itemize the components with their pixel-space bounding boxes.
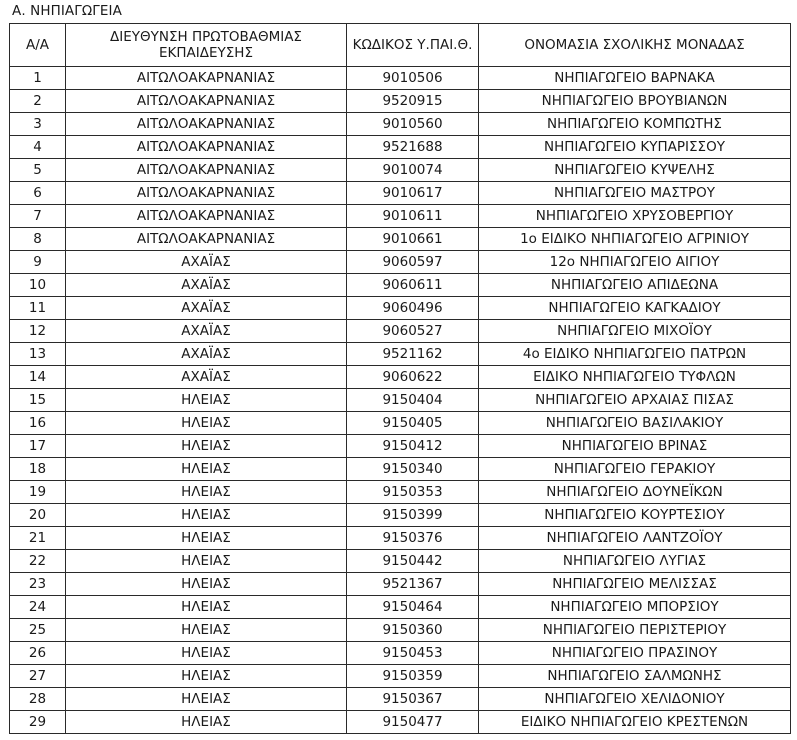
cell-school: ΝΗΠΙΑΓΩΓΕΙΟ ΚΑΓΚΑΔΙΟΥ bbox=[479, 297, 791, 320]
table-row bbox=[10, 435, 791, 458]
cell-code: 9150360 bbox=[347, 619, 479, 642]
header-code: ΚΩΔΙΚΟΣ Υ.ΠΑΙ.Θ. bbox=[347, 24, 479, 67]
header-school: ΟΝΟΜΑΣΙΑ ΣΧΟΛΙΚΗΣ ΜΟΝΑΔΑΣ bbox=[479, 24, 791, 67]
table-header-row bbox=[10, 24, 791, 67]
cell-code: 9060496 bbox=[347, 297, 479, 320]
cell-directorate: ΗΛΕΙΑΣ bbox=[66, 596, 347, 619]
cell-index: 10 bbox=[10, 274, 66, 297]
cell-school: ΕΙΔΙΚΟ ΝΗΠΙΑΓΩΓΕΙΟ ΤΥΦΛΩΝ bbox=[479, 366, 791, 389]
cell-school: ΝΗΠΙΑΓΩΓΕΙΟ ΒΑΡΝΑΚΑ bbox=[479, 67, 791, 90]
cell-index: 26 bbox=[10, 642, 66, 665]
table-row bbox=[10, 320, 791, 343]
cell-index: 22 bbox=[10, 550, 66, 573]
cell-school: ΝΗΠΙΑΓΩΓΕΙΟ ΑΠΙΔΕΩΝΑ bbox=[479, 274, 791, 297]
table-row bbox=[10, 481, 791, 504]
table-row bbox=[10, 113, 791, 136]
cell-directorate: ΗΛΕΙΑΣ bbox=[66, 412, 347, 435]
table-row bbox=[10, 642, 791, 665]
cell-school: ΝΗΠΙΑΓΩΓΕΙΟ ΧΕΛΙΔΟΝΙΟΥ bbox=[479, 688, 791, 711]
cell-code: 9520915 bbox=[347, 90, 479, 113]
cell-code: 9060622 bbox=[347, 366, 479, 389]
cell-index: 6 bbox=[10, 182, 66, 205]
cell-index: 17 bbox=[10, 435, 66, 458]
cell-code: 9521367 bbox=[347, 573, 479, 596]
cell-school: ΝΗΠΙΑΓΩΓΕΙΟ ΒΡΙΝΑΣ bbox=[479, 435, 791, 458]
cell-school: ΝΗΠΙΑΓΩΓΕΙΟ ΚΥΨΕΛΗΣ bbox=[479, 159, 791, 182]
cell-directorate: ΑΧΑΪΑΣ bbox=[66, 320, 347, 343]
table-row bbox=[10, 596, 791, 619]
cell-code: 9150442 bbox=[347, 550, 479, 573]
cell-directorate: ΗΛΕΙΑΣ bbox=[66, 642, 347, 665]
cell-directorate: ΑΙΤΩΛΟΑΚΑΡΝΑΝΙΑΣ bbox=[66, 159, 347, 182]
table-row bbox=[10, 90, 791, 113]
cell-school: 1ο ΕΙΔΙΚΟ ΝΗΠΙΑΓΩΓΕΙΟ ΑΓΡΙΝΙΟΥ bbox=[479, 228, 791, 251]
cell-index: 18 bbox=[10, 458, 66, 481]
cell-directorate: ΑΧΑΪΑΣ bbox=[66, 343, 347, 366]
cell-index: 8 bbox=[10, 228, 66, 251]
table-row bbox=[10, 504, 791, 527]
cell-index: 1 bbox=[10, 67, 66, 90]
table-row bbox=[10, 389, 791, 412]
cell-directorate: ΑΧΑΪΑΣ bbox=[66, 251, 347, 274]
table-row bbox=[10, 182, 791, 205]
cell-school: ΝΗΠΙΑΓΩΓΕΙΟ ΒΡΟΥΒΙΑΝΩΝ bbox=[479, 90, 791, 113]
cell-school: ΝΗΠΙΑΓΩΓΕΙΟ ΑΡΧΑΙΑΣ ΠΙΣΑΣ bbox=[479, 389, 791, 412]
cell-directorate: ΑΙΤΩΛΟΑΚΑΡΝΑΝΙΑΣ bbox=[66, 113, 347, 136]
cell-directorate: ΑΙΤΩΛΟΑΚΑΡΝΑΝΙΑΣ bbox=[66, 228, 347, 251]
cell-index: 11 bbox=[10, 297, 66, 320]
table-row bbox=[10, 665, 791, 688]
cell-school: ΝΗΠΙΑΓΩΓΕΙΟ ΓΕΡΑΚΙΟΥ bbox=[479, 458, 791, 481]
cell-index: 25 bbox=[10, 619, 66, 642]
table-row bbox=[10, 688, 791, 711]
cell-index: 5 bbox=[10, 159, 66, 182]
cell-index: 29 bbox=[10, 711, 66, 734]
table-row bbox=[10, 573, 791, 596]
cell-code: 9150359 bbox=[347, 665, 479, 688]
cell-code: 9010617 bbox=[347, 182, 479, 205]
cell-directorate: ΑΙΤΩΛΟΑΚΑΡΝΑΝΙΑΣ bbox=[66, 67, 347, 90]
cell-code: 9010611 bbox=[347, 205, 479, 228]
cell-school: ΝΗΠΙΑΓΩΓΕΙΟ ΣΑΛΜΩΝΗΣ bbox=[479, 665, 791, 688]
cell-school: ΝΗΠΙΑΓΩΓΕΙΟ ΚΟΜΠΩΤΗΣ bbox=[479, 113, 791, 136]
cell-code: 9010661 bbox=[347, 228, 479, 251]
cell-school: ΝΗΠΙΑΓΩΓΕΙΟ ΠΡΑΣΙΝΟΥ bbox=[479, 642, 791, 665]
cell-code: 9150412 bbox=[347, 435, 479, 458]
cell-school: ΝΗΠΙΑΓΩΓΕΙΟ ΛΥΓΙΑΣ bbox=[479, 550, 791, 573]
cell-index: 24 bbox=[10, 596, 66, 619]
table-row bbox=[10, 527, 791, 550]
cell-code: 9150399 bbox=[347, 504, 479, 527]
header-index: Α/Α bbox=[10, 24, 66, 67]
cell-directorate: ΗΛΕΙΑΣ bbox=[66, 619, 347, 642]
cell-index: 23 bbox=[10, 573, 66, 596]
cell-school: ΝΗΠΙΑΓΩΓΕΙΟ ΧΡΥΣΟΒΕΡΓΙΟΥ bbox=[479, 205, 791, 228]
table-body bbox=[10, 67, 791, 734]
cell-directorate: ΗΛΕΙΑΣ bbox=[66, 389, 347, 412]
cell-school: ΕΙΔΙΚΟ ΝΗΠΙΑΓΩΓΕΙΟ ΚΡΕΣΤΕΝΩΝ bbox=[479, 711, 791, 734]
cell-directorate: ΗΛΕΙΑΣ bbox=[66, 527, 347, 550]
cell-directorate: ΑΙΤΩΛΟΑΚΑΡΝΑΝΙΑΣ bbox=[66, 182, 347, 205]
cell-code: 9150405 bbox=[347, 412, 479, 435]
cell-index: 27 bbox=[10, 665, 66, 688]
cell-index: 14 bbox=[10, 366, 66, 389]
cell-code: 9521162 bbox=[347, 343, 479, 366]
cell-school: ΝΗΠΙΑΓΩΓΕΙΟ ΠΕΡΙΣΤΕΡΙΟΥ bbox=[479, 619, 791, 642]
cell-index: 16 bbox=[10, 412, 66, 435]
cell-school: ΝΗΠΙΑΓΩΓΕΙΟ ΜΙΧΟΪΟΥ bbox=[479, 320, 791, 343]
table-row bbox=[10, 366, 791, 389]
table-row bbox=[10, 159, 791, 182]
cell-index: 15 bbox=[10, 389, 66, 412]
cell-code: 9150367 bbox=[347, 688, 479, 711]
cell-index: 28 bbox=[10, 688, 66, 711]
cell-code: 9521688 bbox=[347, 136, 479, 159]
cell-directorate: ΑΙΤΩΛΟΑΚΑΡΝΑΝΙΑΣ bbox=[66, 90, 347, 113]
cell-code: 9150453 bbox=[347, 642, 479, 665]
table-row bbox=[10, 136, 791, 159]
cell-directorate: ΗΛΕΙΑΣ bbox=[66, 573, 347, 596]
cell-index: 2 bbox=[10, 90, 66, 113]
table-row bbox=[10, 205, 791, 228]
table-row bbox=[10, 711, 791, 734]
table-row bbox=[10, 412, 791, 435]
cell-code: 9010560 bbox=[347, 113, 479, 136]
cell-directorate: ΑΙΤΩΛΟΑΚΑΡΝΑΝΙΑΣ bbox=[66, 136, 347, 159]
cell-directorate: ΗΛΕΙΑΣ bbox=[66, 665, 347, 688]
table-row bbox=[10, 67, 791, 90]
table-row bbox=[10, 274, 791, 297]
cell-school: ΝΗΠΙΑΓΩΓΕΙΟ ΒΑΣΙΛΑΚΙΟΥ bbox=[479, 412, 791, 435]
cell-school: 12ο ΝΗΠΙΑΓΩΓΕΙΟ ΑΙΓΙΟΥ bbox=[479, 251, 791, 274]
cell-school: ΝΗΠΙΑΓΩΓΕΙΟ ΜΠΟΡΣΙΟΥ bbox=[479, 596, 791, 619]
cell-code: 9060597 bbox=[347, 251, 479, 274]
cell-index: 4 bbox=[10, 136, 66, 159]
cell-index: 19 bbox=[10, 481, 66, 504]
cell-school: ΝΗΠΙΑΓΩΓΕΙΟ ΜΕΛΙΣΣΑΣ bbox=[479, 573, 791, 596]
cell-index: 21 bbox=[10, 527, 66, 550]
cell-index: 20 bbox=[10, 504, 66, 527]
cell-directorate: ΗΛΕΙΑΣ bbox=[66, 458, 347, 481]
cell-code: 9010074 bbox=[347, 159, 479, 182]
cell-code: 9060527 bbox=[347, 320, 479, 343]
cell-code: 9150376 bbox=[347, 527, 479, 550]
cell-directorate: ΑΧΑΪΑΣ bbox=[66, 274, 347, 297]
table-row bbox=[10, 251, 791, 274]
table-row bbox=[10, 228, 791, 251]
cell-school: ΝΗΠΙΑΓΩΓΕΙΟ ΚΥΠΑΡΙΣΣΟΥ bbox=[479, 136, 791, 159]
cell-directorate: ΗΛΕΙΑΣ bbox=[66, 550, 347, 573]
table-row bbox=[10, 550, 791, 573]
cell-index: 3 bbox=[10, 113, 66, 136]
cell-code: 9150353 bbox=[347, 481, 479, 504]
cell-code: 9150477 bbox=[347, 711, 479, 734]
cell-directorate: ΗΛΕΙΑΣ bbox=[66, 481, 347, 504]
cell-index: 13 bbox=[10, 343, 66, 366]
cell-index: 12 bbox=[10, 320, 66, 343]
header-directorate: ΔΙΕΥΘΥΝΣΗ ΠΡΩΤΟΒΑΘΜΙΑΣ ΕΚΠΑΙΔΕΥΣΗΣ bbox=[66, 24, 347, 67]
cell-code: 9010506 bbox=[347, 67, 479, 90]
cell-index: 9 bbox=[10, 251, 66, 274]
cell-code: 9150340 bbox=[347, 458, 479, 481]
cell-directorate: ΗΛΕΙΑΣ bbox=[66, 688, 347, 711]
cell-index: 7 bbox=[10, 205, 66, 228]
cell-school: ΝΗΠΙΑΓΩΓΕΙΟ ΚΟΥΡΤΕΣΙΟΥ bbox=[479, 504, 791, 527]
table-row bbox=[10, 297, 791, 320]
cell-code: 9060611 bbox=[347, 274, 479, 297]
table-row bbox=[10, 458, 791, 481]
cell-directorate: ΗΛΕΙΑΣ bbox=[66, 435, 347, 458]
table-row bbox=[10, 343, 791, 366]
cell-school: ΝΗΠΙΑΓΩΓΕΙΟ ΜΑΣΤΡΟΥ bbox=[479, 182, 791, 205]
cell-directorate: ΑΙΤΩΛΟΑΚΑΡΝΑΝΙΑΣ bbox=[66, 205, 347, 228]
section-title: Α. ΝΗΠΙΑΓΩΓΕΙΑ bbox=[12, 3, 122, 19]
table-row bbox=[10, 619, 791, 642]
cell-school: 4ο ΕΙΔΙΚΟ ΝΗΠΙΑΓΩΓΕΙΟ ΠΑΤΡΩΝ bbox=[479, 343, 791, 366]
schools-table bbox=[9, 23, 791, 734]
cell-directorate: ΗΛΕΙΑΣ bbox=[66, 711, 347, 734]
cell-school: ΝΗΠΙΑΓΩΓΕΙΟ ΛΑΝΤΖΟΪΟΥ bbox=[479, 527, 791, 550]
cell-directorate: ΑΧΑΪΑΣ bbox=[66, 297, 347, 320]
cell-directorate: ΗΛΕΙΑΣ bbox=[66, 504, 347, 527]
cell-directorate: ΑΧΑΪΑΣ bbox=[66, 366, 347, 389]
cell-school: ΝΗΠΙΑΓΩΓΕΙΟ ΔΟΥΝΕΪΚΩΝ bbox=[479, 481, 791, 504]
cell-code: 9150404 bbox=[347, 389, 479, 412]
cell-code: 9150464 bbox=[347, 596, 479, 619]
